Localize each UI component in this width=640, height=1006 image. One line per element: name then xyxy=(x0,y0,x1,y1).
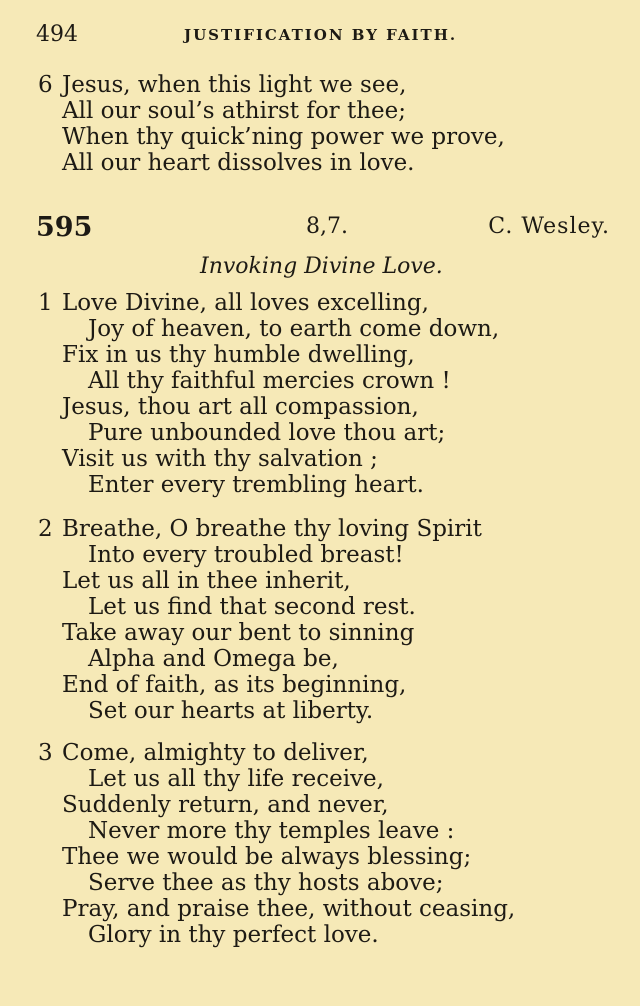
verse-line: Set our hearts at liberty. xyxy=(88,698,374,724)
stanza-number: 3 xyxy=(38,740,53,766)
stanza-number: 6 xyxy=(38,72,53,98)
verse-line: Jesus, when this light we see, xyxy=(62,72,407,98)
verse-line: Into every troubled breast! xyxy=(88,542,404,568)
verse-line: Let us all in thee inherit, xyxy=(62,568,351,594)
verse-line: Fix in us thy humble dwelling, xyxy=(62,342,415,368)
page-header xyxy=(36,22,600,50)
verse-line: Breathe, O breathe thy loving Spirit xyxy=(62,516,482,542)
hymn-heading xyxy=(36,212,610,244)
hymn-number: 595 xyxy=(36,212,93,243)
running-title: JUSTIFICATION BY FAITH. xyxy=(184,26,458,44)
verse-line: Pure unbounded love thou art; xyxy=(88,420,446,446)
verse-line: Thee we would be always blessing; xyxy=(62,844,472,870)
verse-line: Jesus, thou art all compassion, xyxy=(62,394,419,420)
verse-line: Visit us with thy salvation ; xyxy=(62,446,378,472)
verse-line: Love Divine, all loves excelling, xyxy=(62,290,429,316)
verse-line: All thy faithful mercies crown ! xyxy=(88,368,451,394)
verse-line: All our soul’s athirst for thee; xyxy=(62,98,407,124)
hymn-meter: 8,7. xyxy=(306,214,348,239)
stanza-number: 1 xyxy=(38,290,53,316)
verse-line: Joy of heaven, to earth come down, xyxy=(88,316,500,342)
verse-line: Serve thee as thy hosts above; xyxy=(88,870,444,896)
verse-line: Let us all thy life receive, xyxy=(88,766,384,792)
page-number: 494 xyxy=(36,22,78,47)
verse-line: When thy quick’ning power we prove, xyxy=(62,124,505,150)
verse-line: End of faith, as its beginning, xyxy=(62,672,407,698)
verse-line: Pray, and praise thee, without ceasing, xyxy=(62,896,516,922)
verse-line: Suddenly return, and never, xyxy=(62,792,389,818)
verse-line: Let us find that second rest. xyxy=(88,594,416,620)
verse-line: Glory in thy perfect love. xyxy=(88,922,379,948)
verse-line: All our heart dissolves in love. xyxy=(62,150,415,176)
verse-line: Enter every trembling heart. xyxy=(88,472,424,498)
verse-line: Alpha and Omega be, xyxy=(88,646,339,672)
verse-line: Never more thy temples leave : xyxy=(88,818,455,844)
verse-line: Take away our bent to sinning xyxy=(62,620,415,646)
verse-line: Come, almighty to deliver, xyxy=(62,740,369,766)
stanza-number: 2 xyxy=(38,516,53,542)
hymn-author: C. Wesley. xyxy=(488,214,610,239)
hymn-title: Invoking Divine Love. xyxy=(200,254,443,279)
